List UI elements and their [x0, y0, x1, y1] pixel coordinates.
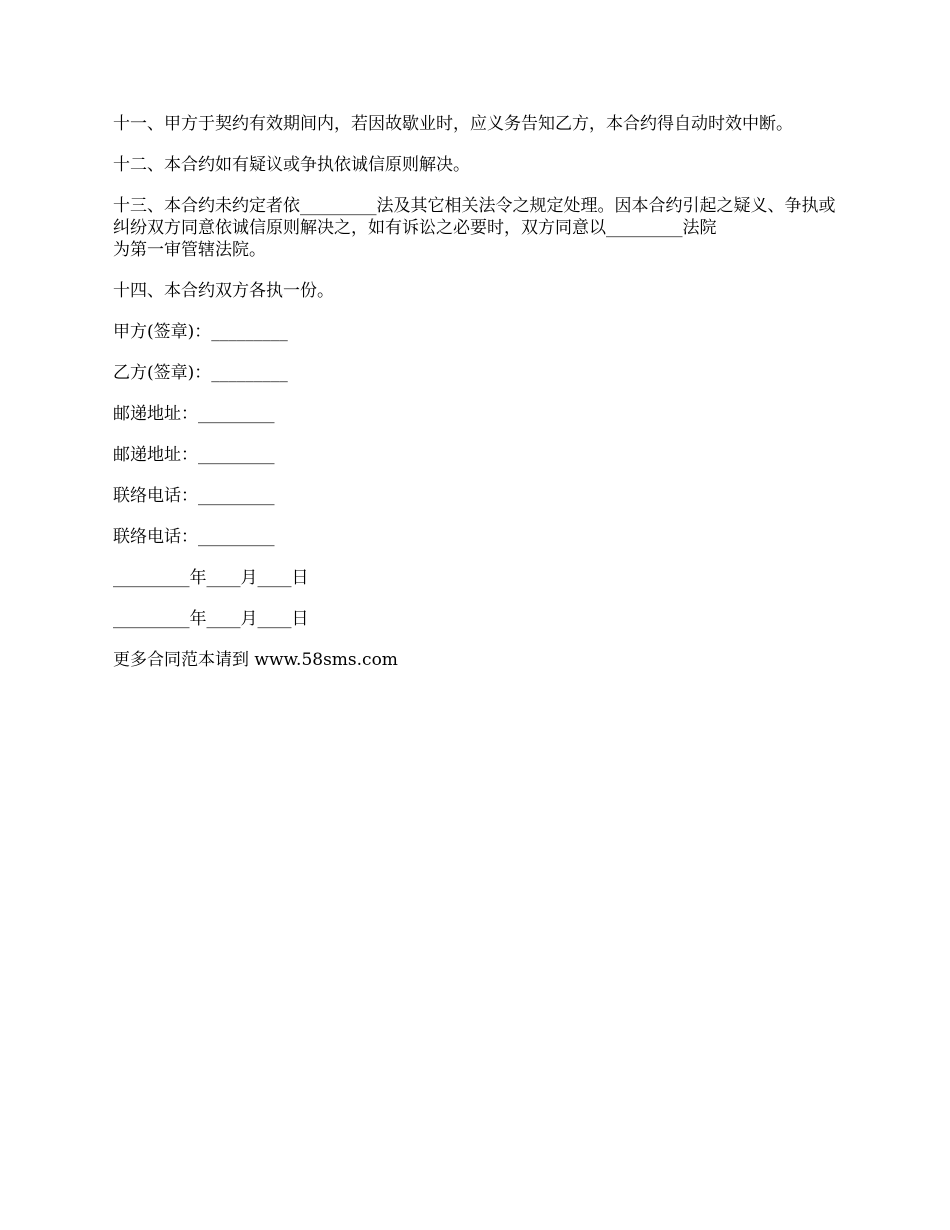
mailing-address-line-1: 邮递地址：_________: [113, 404, 275, 424]
party-a-signature-line: 甲方(签章)：_________: [113, 322, 288, 342]
clause-14: 十四、本合约双方各执一份。: [113, 281, 334, 301]
date-line-1: _________年____月____日: [113, 568, 309, 588]
date-line-2: _________年____月____日: [113, 609, 309, 629]
mailing-address-line-2: 邮递地址：_________: [113, 445, 275, 465]
document-body: [113, 113, 848, 690]
footer-more-contracts: 更多合同范本请到 www.58sms.com: [113, 650, 398, 670]
clause-11: 十一、甲方于契约有效期间内，若因故歇业时，应义务告知乙方，本合约得自动时效中断。: [113, 114, 793, 134]
clause-12: 十二、本合约如有疑议或争执依诚信原则解决。: [113, 155, 470, 175]
party-b-signature-line: 乙方(签章)：_________: [113, 363, 288, 383]
phone-line-1: 联络电话：_________: [113, 486, 275, 506]
clause-13: 十三、本合约未约定者依_________法及其它相关法令之规定处理。因本合约引起之疑义、争执或纠纷双方同意依诚信原则解决之，如有诉讼之必要时，双方同意以_________法院 为第一审管辖法院。: [113, 196, 836, 260]
phone-line-2: 联络电话：_________: [113, 527, 275, 547]
